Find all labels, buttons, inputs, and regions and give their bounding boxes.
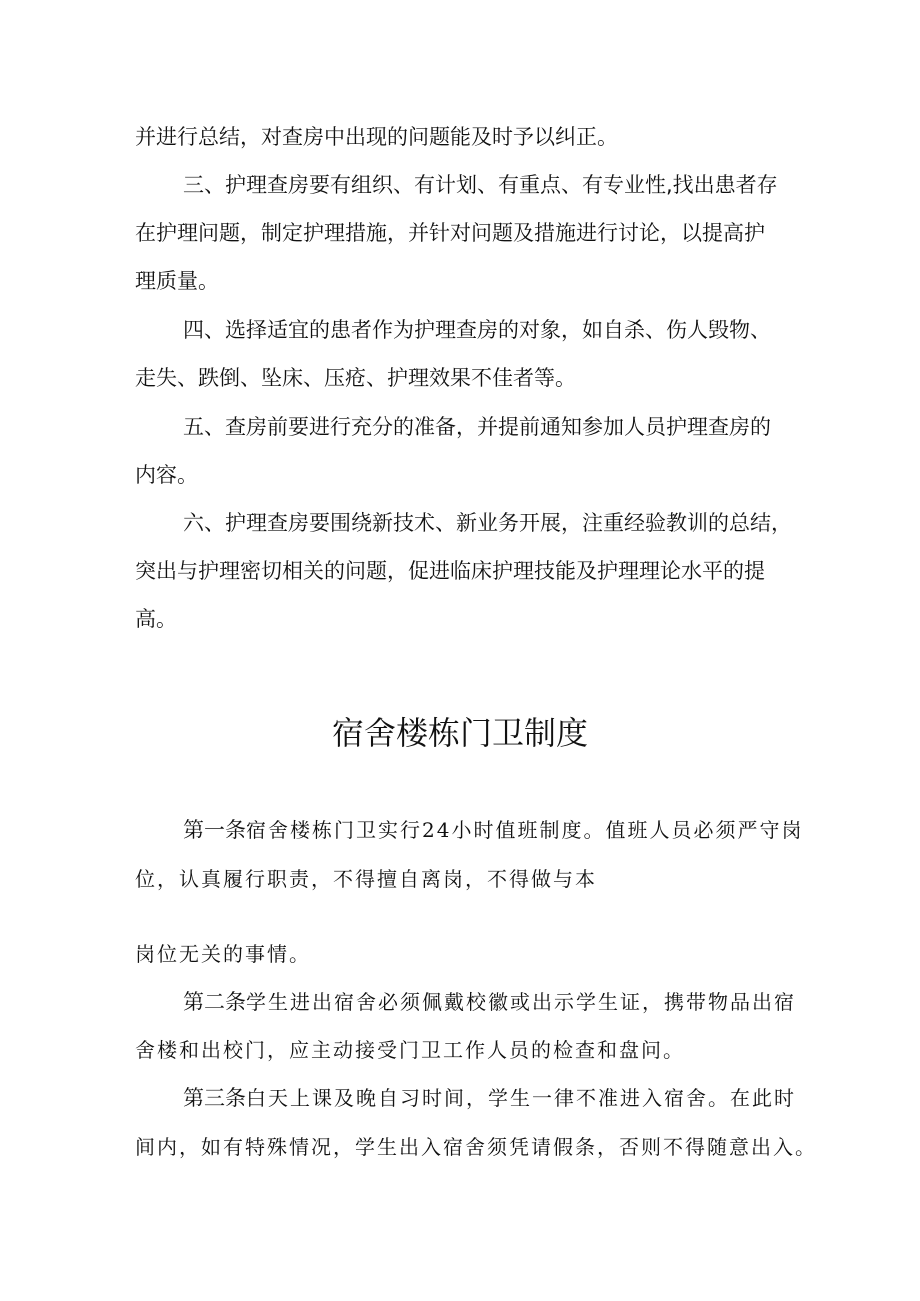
paragraph-line: 理质量。: [135, 269, 219, 293]
article-1-line-2: 位，认真履行职责，不得擅自离岗，不得做与本: [135, 867, 597, 891]
article-label: 第二条: [183, 990, 246, 1014]
article-1-line-1: [183, 815, 803, 845]
paragraph-line: 走失、跌倒、坠床、压疮、护理效果不佳者等。: [135, 366, 576, 390]
article-text: 白天上课及晚自习时间，学生一律不准进入宿舍。在此时: [246, 1086, 796, 1110]
article-text: 宿舍楼栋门卫实行24小时值班制度。值班人员必须严守岗: [246, 818, 804, 842]
paragraph-line: 五、查房前要进行充分的准备，并提前通知参加人员护理查房的: [183, 415, 771, 439]
paragraph-line: 在护理问题，制定护理措施，并针对问题及措施进行讨论，以提高护: [135, 221, 765, 245]
paragraph-line: 高。: [135, 607, 177, 631]
paragraph-line: 四、选择适宜的患者作为护理查房的对象，如自杀、伤人毁物、: [183, 318, 771, 342]
section-title: 宿舍楼栋门卫制度: [331, 714, 588, 752]
article-2-line-2: 舍楼和出校门，应主动接受门卫工作人员的检查和盘问。: [135, 1038, 685, 1062]
paragraph-line: 三、护理查房要有组织、有计划、有重点、有专业性,找出患者存: [183, 173, 778, 197]
article-text: 学生进出宿舍必须佩戴校徽或出示学生证，携带物品出宿: [246, 990, 796, 1014]
paragraph-line: 内容。: [135, 463, 198, 487]
article-3-line-2: 间内，如有特殊情况，学生出入宿舍须凭请假条，否则不得随意出入。: [135, 1135, 817, 1159]
paragraph-line: 突出与护理密切相关的问题，促进临床护理技能及护理理论水平的提: [135, 559, 765, 583]
article-1-line-3: 岗位无关的事情。: [135, 942, 311, 966]
paragraph-line: 六、护理查房要围绕新技术、新业务开展，注重经验教训的总结，: [183, 511, 792, 535]
article-3-line-1: [183, 1083, 796, 1113]
article-2-line-1: [183, 987, 796, 1017]
article-label: 第三条: [183, 1086, 246, 1110]
article-label: 第一条: [183, 818, 246, 842]
paragraph-line: 并进行总结，对查房中出现的问题能及时予以纠正。: [135, 125, 618, 149]
